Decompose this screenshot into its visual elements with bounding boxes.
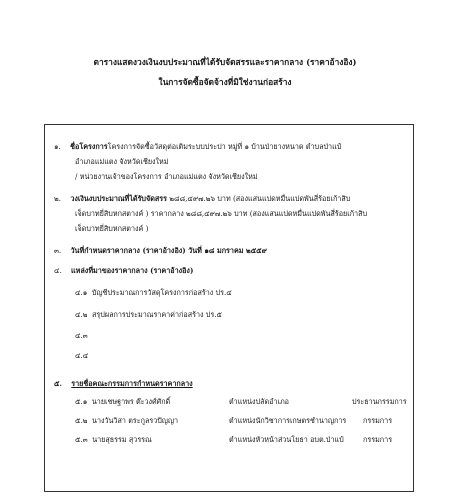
item2-line2: เจ็ดบาทยี่สิบหกสตางค์ ) ราคากลาง ๒๘๘,๔๙๗.๒๖ บาท (สองแสนแปดหมื่นแปดพันสี่ร้อยเก้าสิบ (75, 209, 368, 218)
member-role-3: กรรมการ (363, 435, 393, 444)
item4-sub-4: ๔.๔ (75, 351, 89, 360)
member-position-2: ตำแหน่งนักวิชาการเกษตรชำนาญการ (229, 416, 347, 425)
item3-number: ๓. (54, 246, 62, 255)
member-name: นายสุธรรม สุวรรณ (92, 435, 152, 444)
item4-label: แหล่งที่มาของราคากลาง (ราคาอ้างอิง) (71, 266, 194, 275)
item2-label: วงเงินงบประมาณที่ได้รับจัดสรร (70, 194, 167, 203)
item4-number: ๔. (54, 266, 62, 275)
member-position-1: ตำแหน่งปลัดอำเภอ (229, 397, 289, 406)
item1-line3: / หน่วยงานเจ้าของโครงการ อำเภอแม่แตง จังหวัดเชียงใหม่ (75, 172, 258, 181)
item1-row (54, 142, 341, 152)
item2-row (54, 194, 350, 204)
item4-sub-3: ๔.๓ (75, 331, 88, 340)
item1-label: ชื่อโครงการ (70, 142, 108, 151)
item5-row (54, 379, 193, 389)
item3-label: วันที่กำหนดราคากลาง (ราคาอ้างอิง) วันที่ ๑๘ มกราคม ๒๕๕๙ (70, 246, 267, 255)
document-subtitle: ในการจัดซื้อจัดจ้างที่มิใช่งานก่อสร้าง (158, 77, 292, 87)
item4-sub-1: ๔.๑ บัญชีประมาณการวัสดุโครงการก่อสร้าง ปร.๔ (75, 288, 232, 297)
member-row-3: ๕.๓ นายสุธรรม สุวรรณ (75, 435, 152, 444)
item5-label: รายชื่อคณะกรรมการกำหนดราคากลาง (71, 379, 193, 388)
item2-line3: เจ็ดบาทยี่สิบหกสตางค์ ) (75, 224, 149, 233)
member-row-2: ๕.๒ นางวันวิสา ตระกูลรวปัญญา (75, 416, 179, 425)
member-name: นายเชษฐาพร ต๊ะวงศ์ศักดิ์ (91, 397, 171, 406)
item5-number: ๕. (54, 379, 62, 388)
member-role-2: กรรมการ (363, 416, 393, 425)
member-row-1: ๕.๑ นายเชษฐาพร ต๊ะวงศ์ศักดิ์ (75, 397, 171, 406)
item1-line2: อำเภอแม่แตง จังหวัดเชียงใหม่ (75, 157, 169, 166)
item1-text: โครงการจัดซื้อวัสดุต่อเติมระบบประปา หมู่ที่ ๑ บ้านป่ายางหนาด ตำบลป่าแป๋ (107, 142, 342, 151)
item2-text: ๒๘๘,๔๙๗.๒๖ บาท (สองแสนแปดหมื่นแปดพันสี่ร้อยเก้าสิบ (169, 194, 351, 203)
document-title: ตารางแสดงวงเงินงบประมาณที่ได้รับจัดสรรและราคากลาง (ราคาอ้างอิง) (93, 57, 357, 67)
member-position-3: ตำแหน่งหัวหน้าส่วนโยธา อบต.ป่าแป๋ (229, 435, 344, 444)
item2-number: ๒. (54, 194, 62, 203)
item1-number: ๑. (54, 142, 61, 151)
item4-row (54, 266, 193, 276)
item4-sub-2: ๔.๒ สรุปผลการประมาณราคาค่าก่อสร้าง ปร.๕ (75, 310, 222, 319)
member-role-1: ประธานกรรมการ (352, 397, 407, 406)
member-name: นางวันวิสา ตระกูลรวปัญญา (92, 416, 179, 425)
item3-row (54, 246, 267, 256)
